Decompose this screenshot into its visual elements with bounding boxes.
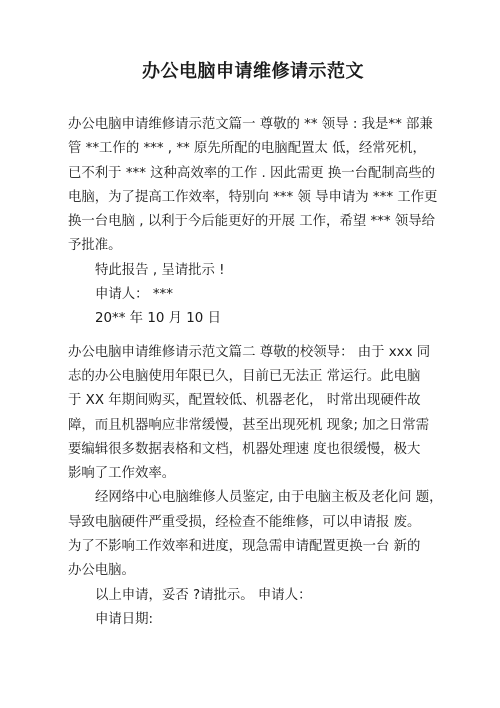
section-gap [68,332,438,341]
date-label-line: 申请日期: [95,611,154,627]
closing-line: 特此报告 , 呈请批示 ! [95,262,225,278]
text-line: 管 **工作的 *** , ** 原先所配的电脑配置太 低，经常死机， [68,141,426,157]
closing-line: 以上申请，妥否 ?请批示。 申请人： [95,587,312,603]
text-line: 予批准。 [68,238,122,254]
text-line: 要编辑很多数据表格和文档，机器处理速 度也很缓慢，极大 [68,441,421,457]
text-line: 办公电脑申请维修请示范文篇一 尊敬的 ** 领导 : 我是** 部兼 [68,117,433,132]
text-line: 换一台电脑 , 以利于今后能更好的开展 工作，希望 *** 领导给 [68,214,435,230]
text-line: 障，而且机器响应非常缓慢，甚至出现死机 现象; 加之日常需 [68,417,430,433]
text-line: 志的办公电脑使用年限已久，目前已无法正 常运行。此电脑 [68,368,421,384]
document-title: 办公电脑申请维修请示范文 [142,61,364,82]
text-line: 为了不影响工作效率和进度，现急需申请配置更换一台 新的 [68,539,421,555]
text-line: 办公电脑申请维修请示范文篇二 尊敬的校领导： 由于 xxx 同 [68,344,431,360]
text-line: 已不利于 *** 这种高效率的工作 . 因此需更 换一台配制高些的 [68,165,435,181]
date-line: 20** 年 10 月 10 日 [95,311,221,327]
text-line: 经网络中心电脑维修人员鉴定, 由于电脑主板及老化问 题， [95,490,443,506]
section2-body [68,341,443,633]
applicant-line: 申请人： *** [95,287,173,303]
text-line: 电脑，为了提高工作效率，特别向 *** 领 导申请为 *** 工作更 [68,189,438,205]
section1-body [68,113,438,332]
text-line: 影响了工作效率。 [68,466,176,482]
text-line: 于 XX 年期间购买，配置较低、机器老化， 时常出现硬件故 [68,393,421,409]
text-line: 导致电脑硬件严重受损，经检查不能维修，可以申请报 废。 [68,514,421,530]
text-line: 办公电脑。 [68,563,135,579]
